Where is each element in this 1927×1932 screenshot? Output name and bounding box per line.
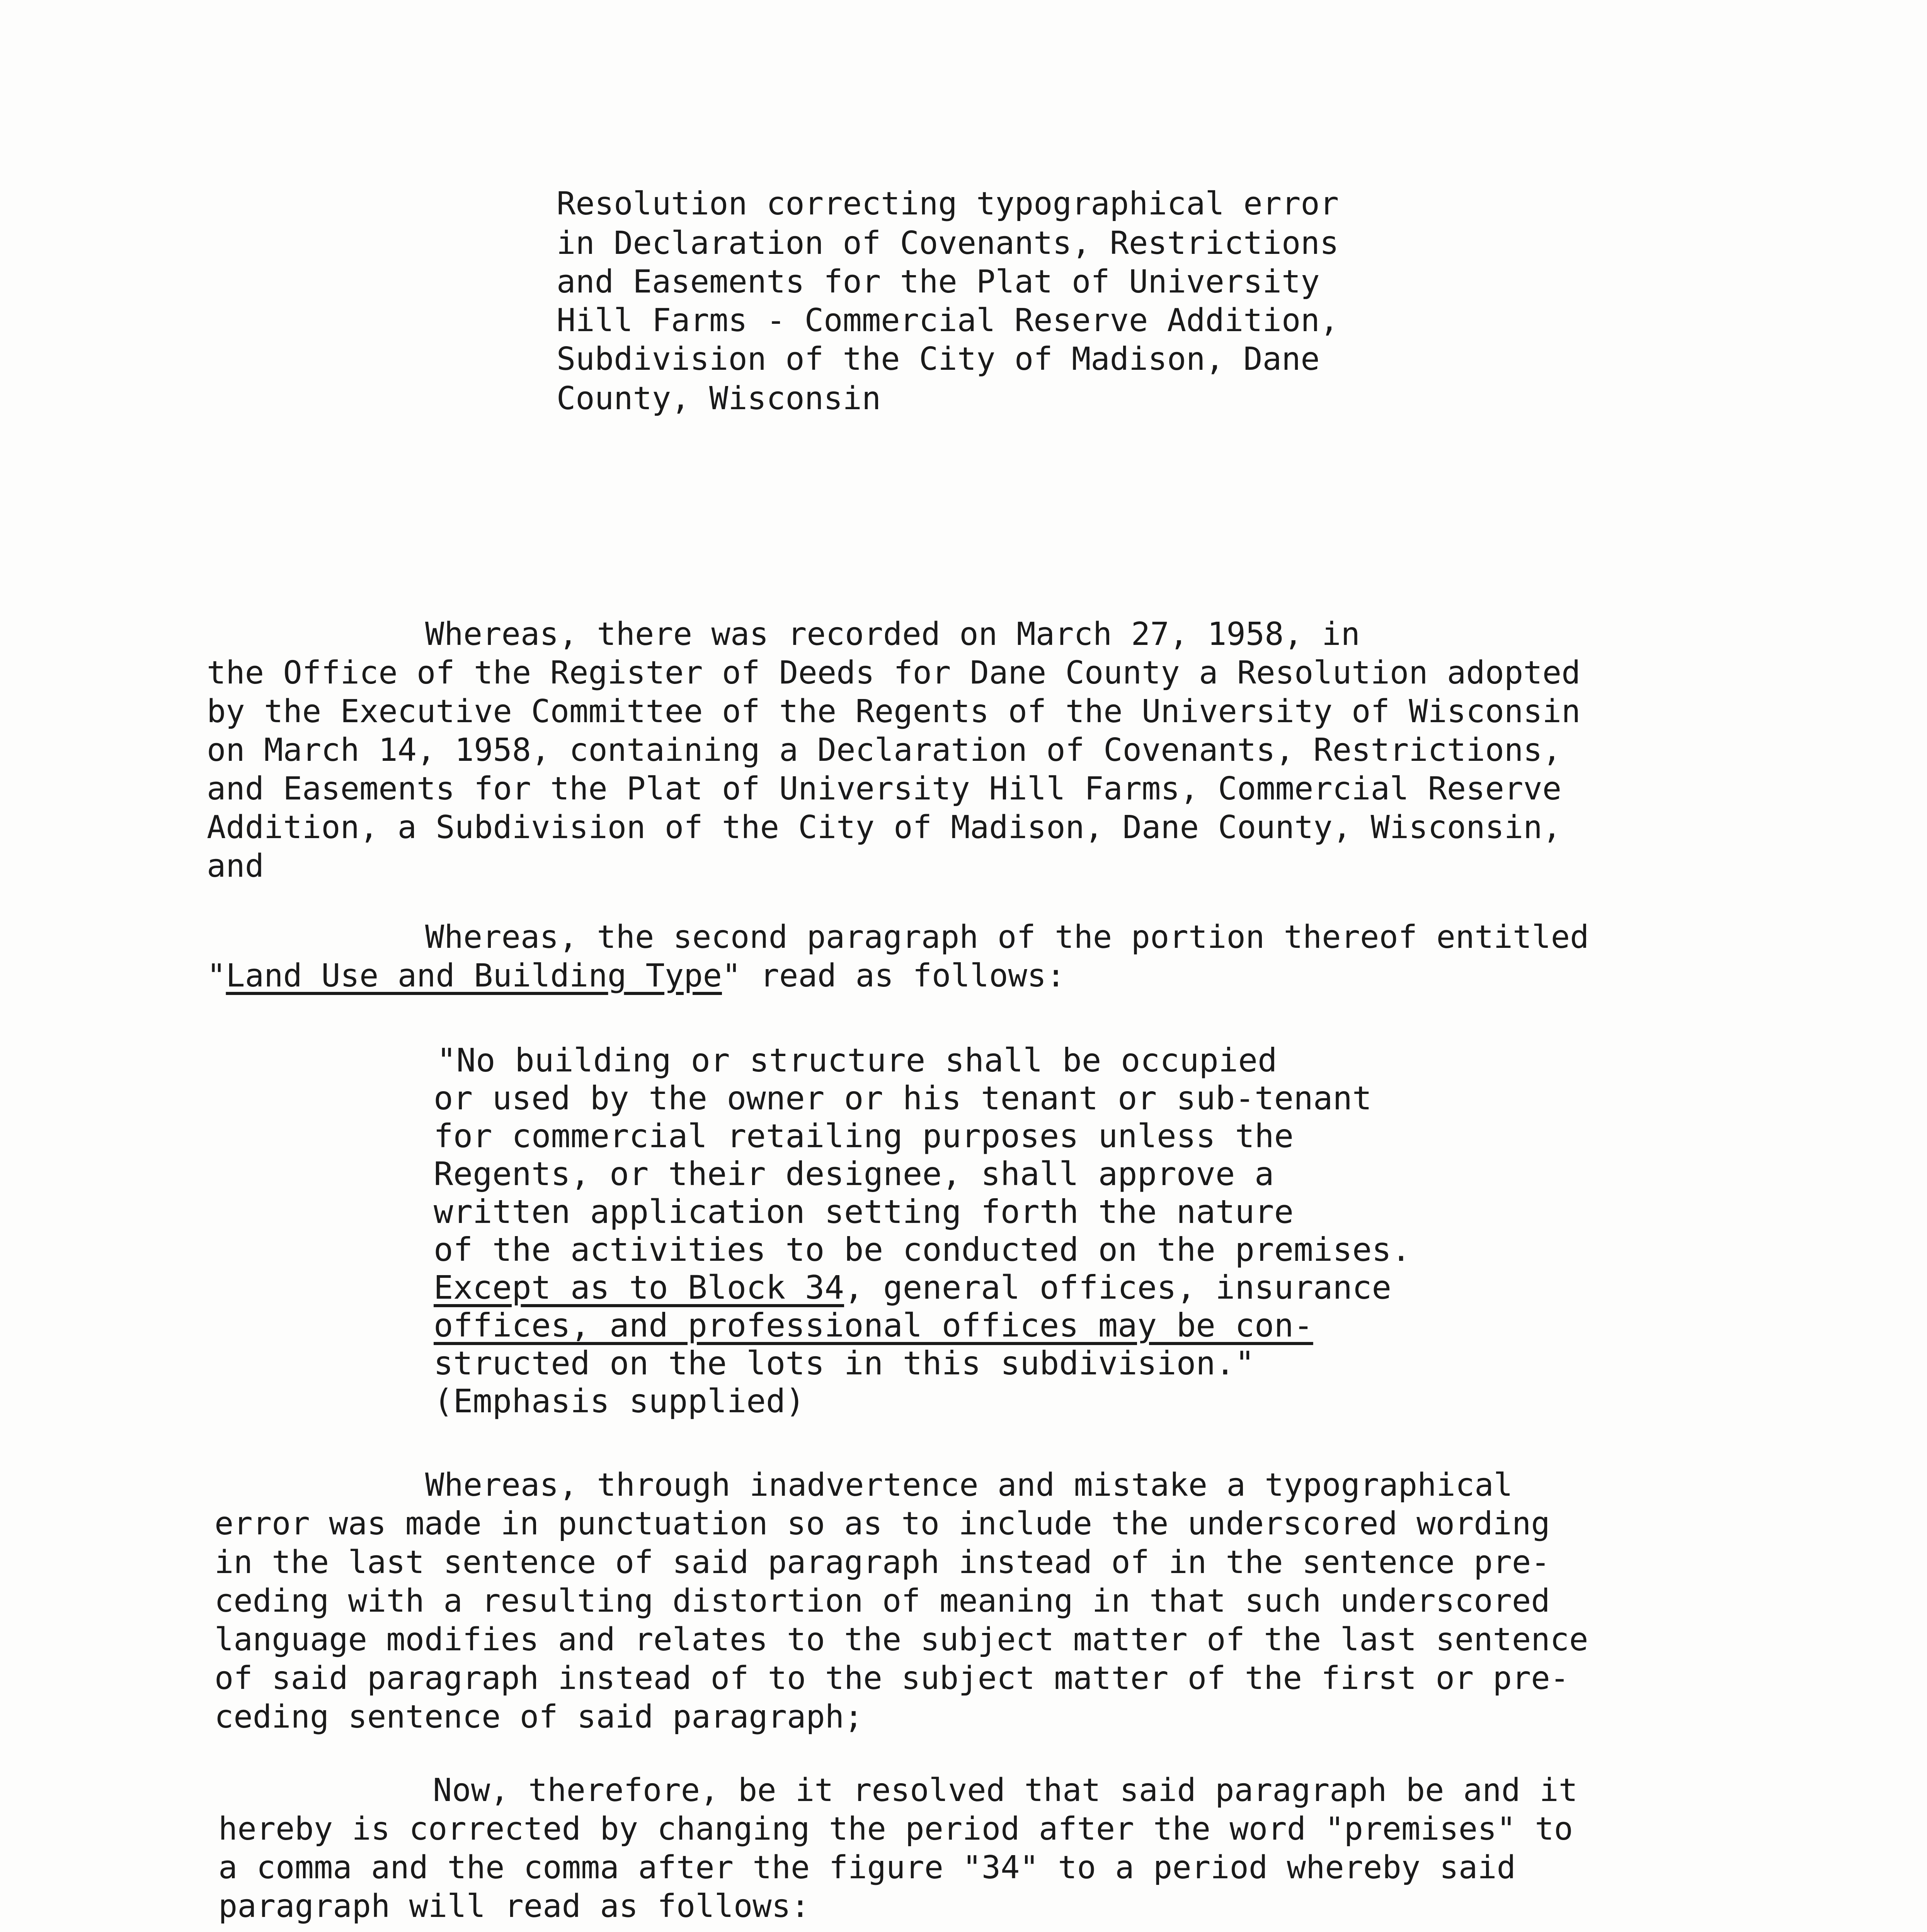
paragraph-line: Whereas, through inadvertence and mistake a typographical — [425, 1467, 1513, 1503]
title-line: Resolution correcting typographical error — [557, 185, 1339, 222]
line-rest: " read as follows: — [722, 957, 1066, 994]
title-line: Hill Farms - Commercial Reserve Addition, — [557, 302, 1339, 339]
paragraph-line: in the last sentence of said paragraph instead of in the sentence pre- — [214, 1544, 1550, 1581]
paragraph-line: ceding with a resulting distortion of meaning in that such underscored — [214, 1583, 1550, 1619]
quote-line: "No building or structure shall be occupied — [437, 1041, 1277, 1079]
paragraph-line: error was made in punctuation so as to include the underscored wording — [214, 1505, 1550, 1542]
paragraph-line — [207, 957, 1066, 995]
paragraph-line: Whereas, there was recorded on March 27, 1958, in — [425, 616, 1360, 653]
quote-line: or used by the owner or his tenant or sub-tenant — [434, 1079, 1372, 1117]
paragraph-line: hereby is corrected by changing the period after the word "premises" to — [218, 1811, 1573, 1847]
quote-line: Regents, or their designee, shall approve a — [434, 1155, 1274, 1193]
underlined-phrase: offices, and professional offices may be con- — [434, 1306, 1313, 1344]
paragraph-line: ceding sentence of said paragraph; — [214, 1699, 863, 1735]
quote-line — [434, 1268, 1391, 1307]
paragraph-line: and — [207, 848, 264, 884]
line-rest: , general offices, insurance — [844, 1269, 1392, 1306]
paragraph-line: language modifies and relates to the subject matter of the last sentence — [214, 1621, 1588, 1658]
open-quote: " — [207, 957, 226, 994]
paragraph-line: the Office of the Register of Deeds for Dane County a Resolution adopted — [207, 655, 1581, 691]
underlined-phrase: Except as to Block 34 — [434, 1269, 844, 1306]
paragraph-line: and Easements for the Plat of University Hill Farms, Commercial Reserve — [207, 770, 1562, 807]
title-line: and Easements for the Plat of University — [557, 264, 1320, 300]
paragraph-line: on March 14, 1958, containing a Declaration of Covenants, Restrictions, — [207, 732, 1562, 769]
underlined-section-title: Land Use and Building Type — [226, 957, 722, 994]
paragraph-line: Addition, a Subdivision of the City of Madison, Dane County, Wisconsin, — [207, 809, 1562, 846]
quote-line: for commercial retailing purposes unless the — [434, 1117, 1294, 1155]
paragraph-line: Now, therefore, be it resolved that said paragraph be and it — [433, 1772, 1578, 1809]
paragraph-line: paragraph will read as follows: — [218, 1888, 810, 1925]
title-line: in Declaration of Covenants, Restrictions — [557, 225, 1339, 262]
emphasis-note: (Emphasis supplied) — [434, 1382, 805, 1420]
paragraph-line: a comma and the comma after the figure "34" to a period whereby said — [218, 1849, 1516, 1886]
paragraph-line: of said paragraph instead of to the subject matter of the first or pre- — [214, 1660, 1570, 1697]
quote-line: written application setting forth the nature — [434, 1193, 1294, 1231]
quote-line: structed on the lots in this subdivision." — [434, 1344, 1255, 1382]
quote-line — [434, 1306, 1313, 1345]
paragraph-line: by the Executive Committee of the Regents of the University of Wisconsin — [207, 693, 1581, 730]
quote-line: of the activities to be conducted on the premises. — [434, 1231, 1411, 1269]
title-line: Subdivision of the City of Madison, Dane — [557, 341, 1320, 378]
title-line: County, Wisconsin — [557, 380, 881, 417]
paragraph-line: Whereas, the second paragraph of the portion thereof entitled — [425, 919, 1589, 956]
